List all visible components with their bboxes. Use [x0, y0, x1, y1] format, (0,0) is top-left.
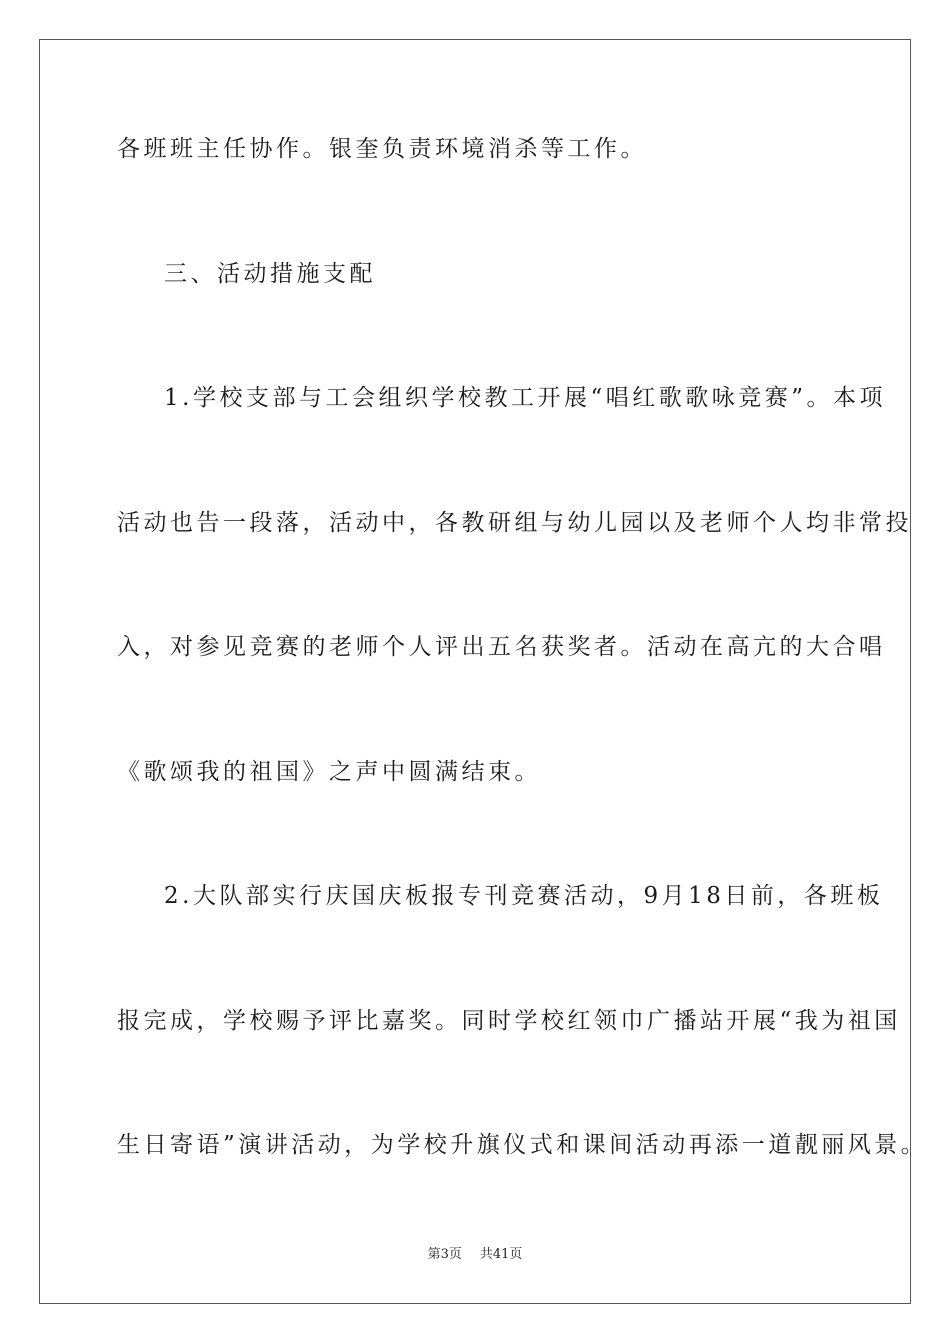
body-line-6: 2.大队部实行庆国庆板报专刊竞赛活动，9月18日前，各班板 — [164, 883, 884, 909]
body-line-3: 活动也告一段落，活动中，各教研组与幼儿园以及老师个人均非常投 — [117, 510, 912, 536]
page-number: 第3页 — [427, 1247, 462, 1262]
body-line-5: 《歌颂我的祖国》之声中圆满结束。 — [117, 759, 541, 785]
page-frame — [39, 39, 911, 1304]
page-total: 共41页 — [479, 1247, 523, 1262]
body-line-1: 各班班主任协作。银奎负责环境消杀等工作。 — [117, 136, 647, 162]
body-line-8: 生日寄语”演讲活动，为学校升旗仪式和课间活动再添一道靓丽风景。 — [117, 1132, 928, 1158]
section-heading: 三、活动措施支配 — [164, 261, 376, 287]
body-line-2: 1.学校支部与工会组织学校教工开展“唱红歌歌咏竞赛”。本项 — [164, 385, 886, 411]
page-footer — [0, 1247, 950, 1263]
body-line-7: 报完成，学校赐予评比嘉奖。同时学校红领巾广播站开展“我为祖国 — [117, 1008, 901, 1034]
body-line-4: 入，对参见竞赛的老师个人评出五名获奖者。活动在高亢的大合唱 — [117, 634, 886, 660]
